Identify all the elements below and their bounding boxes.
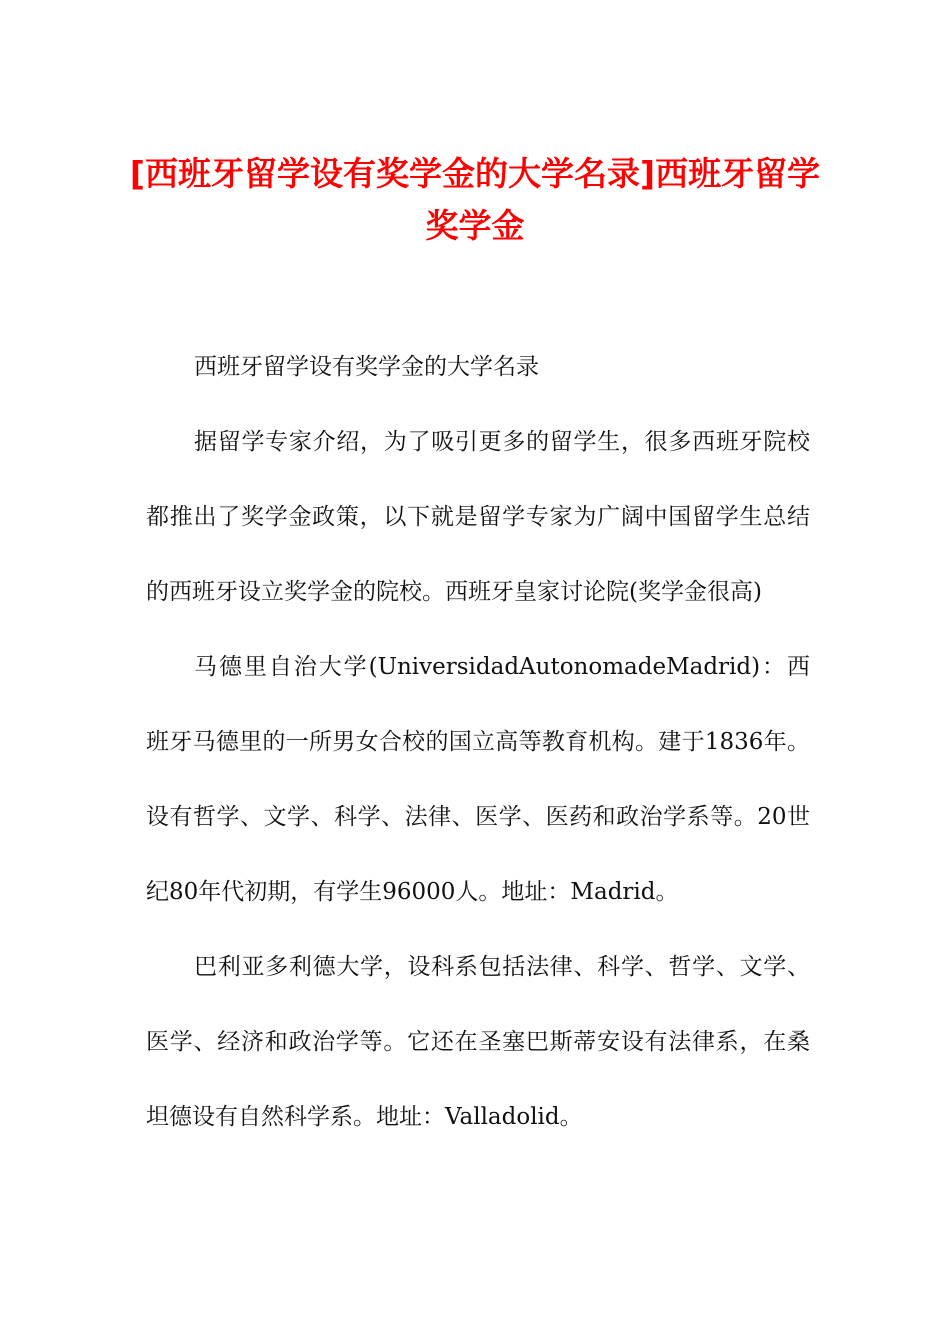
paragraph-valladolid-university: 巴利亚多利德大学，设科系包括法律、科学、哲学、文学、医学、经济和政治学等。它还在圣塞巴斯蒂安设有法律系，在桑坦德设有自然科学系。地址：Valladolid。	[146, 954, 810, 1130]
paragraph-heading: 西班牙留学设有奖学金的大学名录	[194, 354, 539, 380]
document-body	[146, 330, 810, 1155]
document-title: [西班牙留学设有奖学金的大学名录]西班牙留学奖学金	[129, 154, 821, 245]
paragraph-intro: 据留学专家介绍，为了吸引更多的留学生，很多西班牙院校都推出了奖学金政策，以下就是留学专家为广阔中国留学生总结的西班牙设立奖学金的院校。西班牙皇家讨论院(奖学金很高)	[146, 429, 810, 605]
paragraph-madrid-university: 马德里自治大学(UniversidadAutonomadeMadrid)：西班牙马德里的一所男女合校的国立高等教育机构。建于1836年。设有哲学、文学、科学、法律、医学、医药和政治学系等。20世纪80年代初期，有学生96000人。地址：Madrid。	[146, 654, 810, 905]
